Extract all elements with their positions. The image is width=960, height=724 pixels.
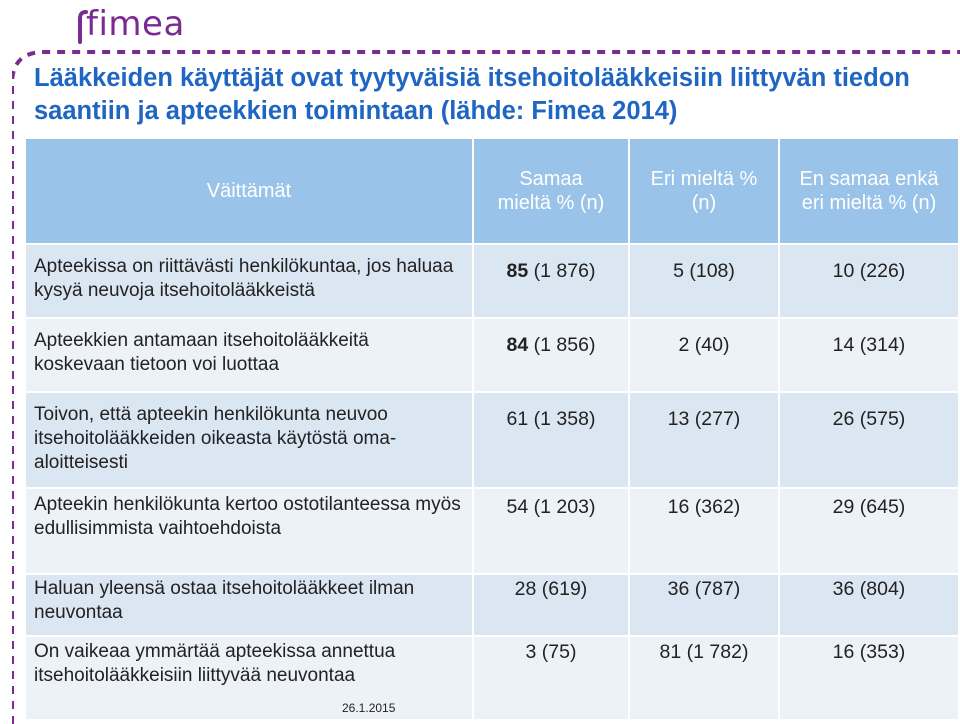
footer-date: 26.1.2015 xyxy=(342,701,396,715)
agree-cell xyxy=(473,244,629,318)
header-neutral: En samaa enkä eri mieltä % (n) xyxy=(779,138,959,244)
header-disagree: Eri mieltä % (n) xyxy=(629,138,779,244)
statement-cell: On vaikeaa ymmärtää apteekissa annettua itsehoitolääkkeisiin liittyvää neuvontaa xyxy=(25,636,473,720)
neutral-cell: 26 (575) xyxy=(779,392,959,488)
agree-n: (1 876) xyxy=(528,260,596,282)
disagree-cell: 5 (108) xyxy=(629,244,779,318)
logo-text: fimea xyxy=(86,4,185,44)
page-title: Lääkkeiden käyttäjät ovat tyytyväisiä itsehoitolääkkeisiin liittyvän tiedon saantiin ja apteekkien toimintaan (lähde: Fimea 2014) xyxy=(34,64,910,125)
neutral-cell: 29 (645) xyxy=(779,488,959,574)
agree-cell: 28 (619) xyxy=(473,574,629,636)
statement-cell: Apteekkien antamaan itsehoitolääkkeitä koskevaan tietoon voi luottaa xyxy=(25,318,473,392)
disagree-cell: 2 (40) xyxy=(629,318,779,392)
statement-cell: Apteekin henkilökunta kertoo ostotilanteessa myös edullisimmista vaihtoehdoista xyxy=(25,488,473,574)
statement-cell: Apteekissa on riittävästi henkilökuntaa, jos haluaa kysyä neuvoja itsehoitolääkkeistä xyxy=(25,244,473,318)
disagree-cell: 16 (362) xyxy=(629,488,779,574)
table-row xyxy=(25,244,959,318)
statement-cell: Toivon, että apteekin henkilökunta neuvoo itsehoitolääkkeiden oikeasta käytöstä oma-aloitteisesti xyxy=(25,392,473,488)
neutral-cell: 36 (804) xyxy=(779,574,959,636)
table-row xyxy=(25,488,959,574)
agree-cell: 54 (1 203) xyxy=(473,488,629,574)
statement-cell: Haluan yleensä ostaa itsehoitolääkkeet ilman neuvontaa xyxy=(25,574,473,636)
table-row xyxy=(25,392,959,488)
header-agree: Samaa mieltä % (n) xyxy=(473,138,629,244)
agree-pct: 85 xyxy=(506,260,529,282)
table-row xyxy=(25,636,959,720)
agree-pct: 84 xyxy=(506,334,529,356)
neutral-cell: 10 (226) xyxy=(779,244,959,318)
neutral-cell: 14 (314) xyxy=(779,318,959,392)
table-header-row xyxy=(25,138,959,244)
disagree-cell: 81 (1 782) xyxy=(629,636,779,720)
disagree-cell: 36 (787) xyxy=(629,574,779,636)
header-statements: Väittämät xyxy=(25,138,473,244)
agree-cell: 3 (75) xyxy=(473,636,629,720)
agree-cell xyxy=(473,318,629,392)
agree-n: (1 856) xyxy=(528,334,596,356)
table-row xyxy=(25,574,959,636)
neutral-cell: 16 (353) xyxy=(779,636,959,720)
table-row xyxy=(25,318,959,392)
disagree-cell: 13 (277) xyxy=(629,392,779,488)
survey-table xyxy=(24,137,958,721)
agree-cell: 61 (1 358) xyxy=(473,392,629,488)
